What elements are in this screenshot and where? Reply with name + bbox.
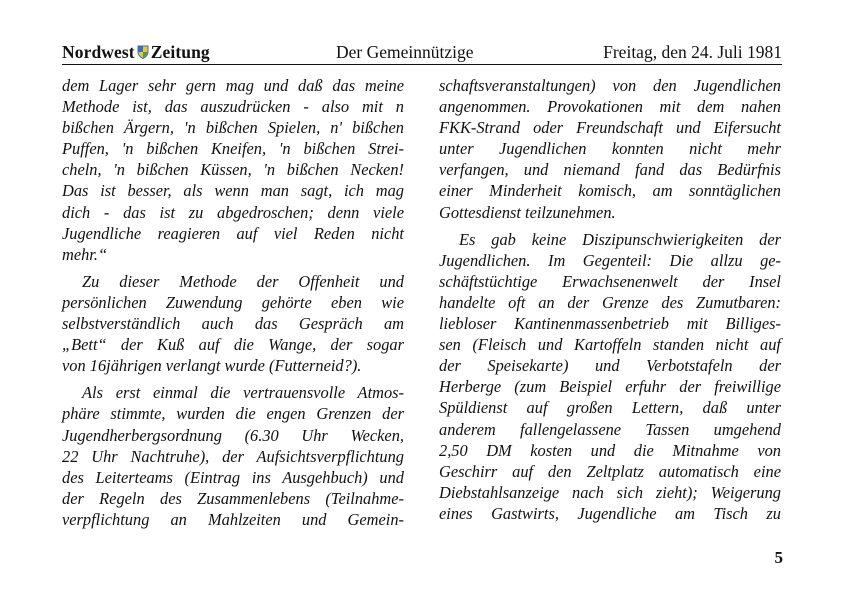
text-line: 2,50 DM kosten und die Mitnahme von [439, 440, 781, 460]
text-line: der Speisekarte) und Verbotstafeln der [439, 356, 781, 376]
text-line: Als erst einmal die vertrauensvolle Atmos- [82, 383, 404, 403]
text-line: angenommen. Provokationen mit dem nahen [439, 97, 781, 117]
text-line: bißchen Ärgern, 'n bißchen Spielen, n' bißchen [62, 118, 404, 138]
text-line: des Leiterteams (Eintrag ins Ausgehbuch) und [62, 467, 404, 487]
text-line: der Regeln des Zusammenlebens (Teilnahme- [62, 488, 404, 508]
masthead-word-1: Nordwest [62, 42, 135, 62]
text-line: schaftsveranstaltungen) von den Jugendlichen [439, 76, 781, 95]
text-line: einer Minderheit komisch, am sonntäglichen [439, 181, 781, 201]
text-line: liebloser Kantinenmassenbetrieb mit Billiges- [439, 314, 781, 334]
shield-crest-icon [137, 45, 149, 59]
text-line: verpflichtung an Mahlzeiten und Gemein- [62, 509, 404, 529]
masthead-word-2: Zeitung [150, 42, 210, 62]
text-line: Herberge (zum Beispiel erfuhr der freiwillige [439, 377, 781, 397]
text-line: sen (Fleisch und Kartoffeln standen nicht auf [439, 335, 781, 355]
text-line: FKK-Strand oder Freundschaft und Eifersucht [439, 118, 781, 138]
text-line: Jugendliche reagieren auf viel Reden nicht [62, 223, 404, 243]
text-line: anderem fallengelassene Tassen umgehend [439, 419, 781, 439]
text-line: phäre stimmte, wurden die engen Grenzen der [62, 404, 404, 424]
text-line: von 16jährigen verlangt wurde (Futterneid?). [62, 356, 362, 376]
text-line: cheln, 'n bißchen Küssen, 'n bißchen Necken! [62, 160, 404, 180]
text-line: Puffen, 'n bißchen Kneifen, 'n bißchen Strei- [62, 139, 404, 159]
text-line: „Bett“ der Kuß auf die Wange, der sogar [62, 335, 404, 355]
text-line: unter Jugendlichen konnten nicht mehr [439, 139, 781, 159]
text-line: Spüldienst auf großen Lettern, daß unter [439, 398, 781, 418]
text-line: Gottesdienst teilzunehmen. [439, 202, 616, 222]
running-title: Der Gemeinnützige [336, 42, 474, 62]
text-line: Methode ist, das auszudrücken - also mit n [62, 97, 404, 117]
text-line: dem Lager sehr gern mag und daß das meine [62, 76, 404, 95]
text-line: persönlichen Zuwendung gehörte eben wie [62, 292, 404, 312]
text-line: Das ist besser, als wenn man sagt, ich mag [62, 181, 404, 201]
left-text-column [62, 75, 404, 530]
page-header [62, 42, 782, 65]
text-line: 22 Uhr Nachtruhe), der Aufsichtsverpflichtung [62, 446, 404, 466]
text-line: dich - das ist zu abgedroschen; denn viele [62, 202, 404, 222]
text-line: Geschirr auf den Zeltplatz automatisch eine [439, 461, 781, 481]
text-line: Diebstahlsanzeige nach sich zieht); Weigerung [439, 482, 781, 502]
right-text-column [439, 75, 781, 524]
newspaper-masthead [62, 42, 210, 63]
text-line: verfangen, und niemand fand das Bedürfnis [439, 160, 781, 180]
publication-date: Freitag, den 24. Juli 1981 [603, 42, 782, 62]
page-number: 5 [774, 548, 783, 567]
text-line: selbstverständlich auch das Gespräch am [62, 314, 404, 334]
text-line: schäftstüchtige Erwachsenenwelt der Insel [439, 271, 781, 291]
text-line: Jugendherbergsordnung (6.30 Uhr Wecken, [62, 425, 404, 445]
text-line: Jugendlichen. Im Gegenteil: Die allzu ge- [439, 250, 781, 270]
text-line: eines Gastwirts, Jugendliche am Tisch zu [439, 503, 781, 523]
text-line: mehr.“ [62, 244, 108, 264]
text-line: handelte oft an der Grenze des Zumutbaren: [439, 292, 781, 312]
text-line: Es gab keine Diszipunschwierigkeiten der [459, 229, 781, 249]
text-line: Zu dieser Methode der Offenheit und [82, 271, 404, 291]
